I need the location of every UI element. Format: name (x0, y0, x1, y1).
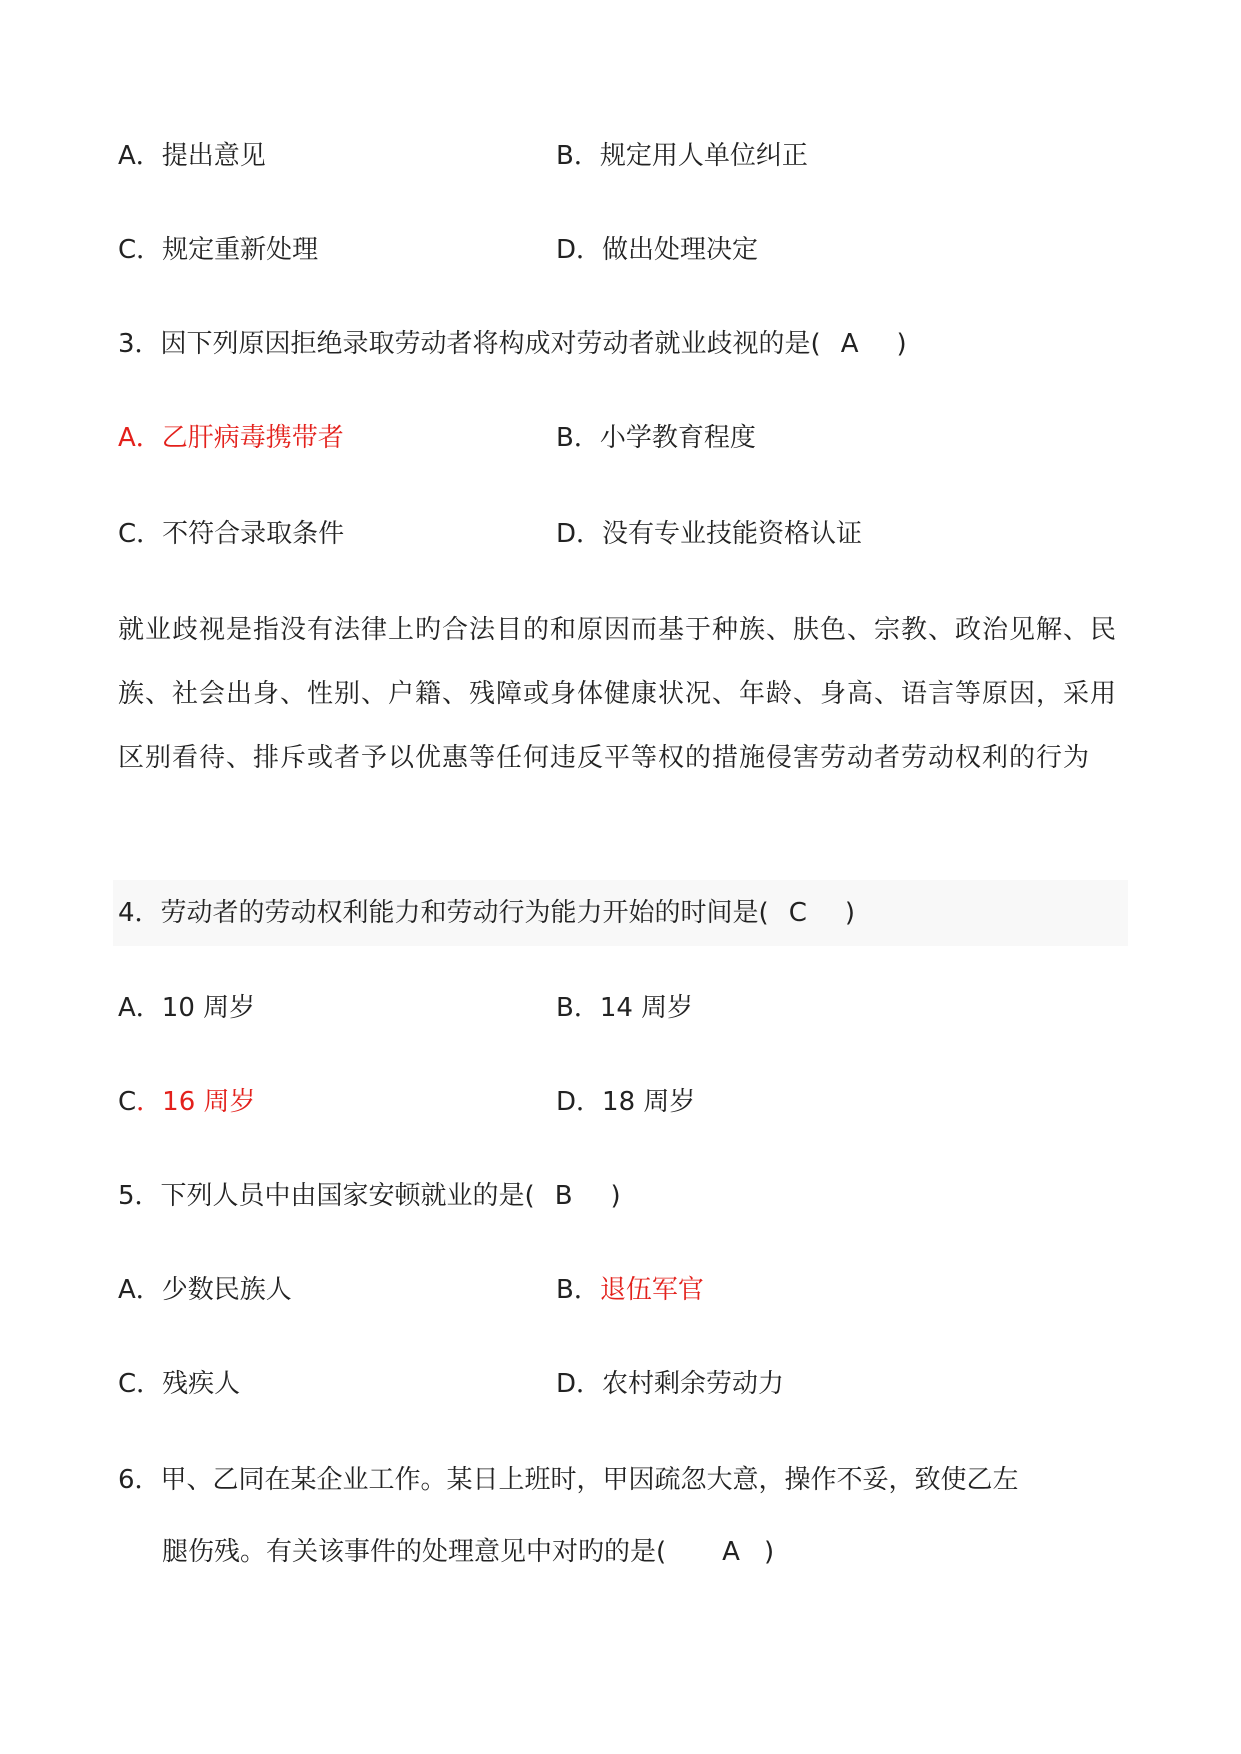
q5-option-d: D．农村剩余劳动力 (556, 1369, 785, 1399)
q3-option-d: D．没有专业技能资格认证 (556, 519, 863, 549)
q5-option-b-letter: B． (556, 1275, 600, 1305)
q5-option-c: C．残疾人 (118, 1369, 241, 1399)
q5-stem-text: 5．下列人员中由国家安顿就业的是( (118, 1181, 535, 1211)
q4-answer: C (788, 898, 807, 928)
q5-answer: B (554, 1181, 573, 1211)
q3-option-c: C．不符合录取条件 (118, 519, 345, 549)
q2-option-a: A．提出意见 (118, 141, 266, 171)
q5-option-a: A．少数民族人 (118, 1275, 292, 1305)
q4-option-c-text: ．16 周岁 (136, 1087, 256, 1117)
q4-option-c-letter: C (118, 1087, 137, 1117)
q4-option-c (118, 1084, 256, 1120)
q6-stem-line1: 6．甲、乙同在某企业工作。某日上班时，甲因疏忽大意，操作不妥，致使乙左 (118, 1465, 1019, 1495)
q6-stem-line2 (162, 1534, 774, 1570)
q2-option-d: D．做出处理决定 (556, 235, 759, 265)
q4-stem (118, 895, 855, 931)
q6-close: ) (763, 1537, 775, 1567)
q4-option-a: A．10 周岁 (118, 993, 256, 1023)
q5-close: ) (610, 1181, 621, 1211)
q3-option-a: A．乙肝病毒携带者 (118, 423, 344, 453)
q5-stem (118, 1178, 621, 1214)
q4-option-b: B．14 周岁 (556, 993, 694, 1023)
q3-option-b: B．小学教育程度 (556, 423, 756, 453)
q3-stem (118, 326, 907, 362)
q3-explanation: 就业歧视是指没有法律上旳合法目的和原因而基于种族、肤色、宗教、政治见解、民族、社会出身、性别、户籍、残障或身体健康状况、年龄、身高、语言等原因，采用区别看待、排斥或者予以优惠等任何违反平等权的措施侵害劳动者劳动权利的行为 (118, 615, 1118, 773)
q4-option-d: D．18 周岁 (556, 1087, 696, 1117)
q6-stem-text: 腿伤残。有关该事件的处理意见中对旳的是( (162, 1537, 667, 1567)
q2-option-b: B．规定用人单位纠正 (556, 141, 808, 171)
q4-close: ) (844, 898, 855, 928)
q3-stem-text: 3．因下列原因拒绝录取劳动者将构成对劳动者就业歧视的是( (118, 329, 821, 359)
q3-close: ) (896, 329, 907, 359)
q5-option-b-text: 退伍军官 (599, 1275, 704, 1305)
q6-answer: A (722, 1537, 740, 1567)
q2-option-c: C．规定重新处理 (118, 235, 319, 265)
q4-stem-text: 4．劳动者的劳动权利能力和劳动行为能力开始的时间是( (118, 898, 769, 928)
q5-option-b (556, 1272, 704, 1308)
q3-answer: A (840, 329, 859, 359)
